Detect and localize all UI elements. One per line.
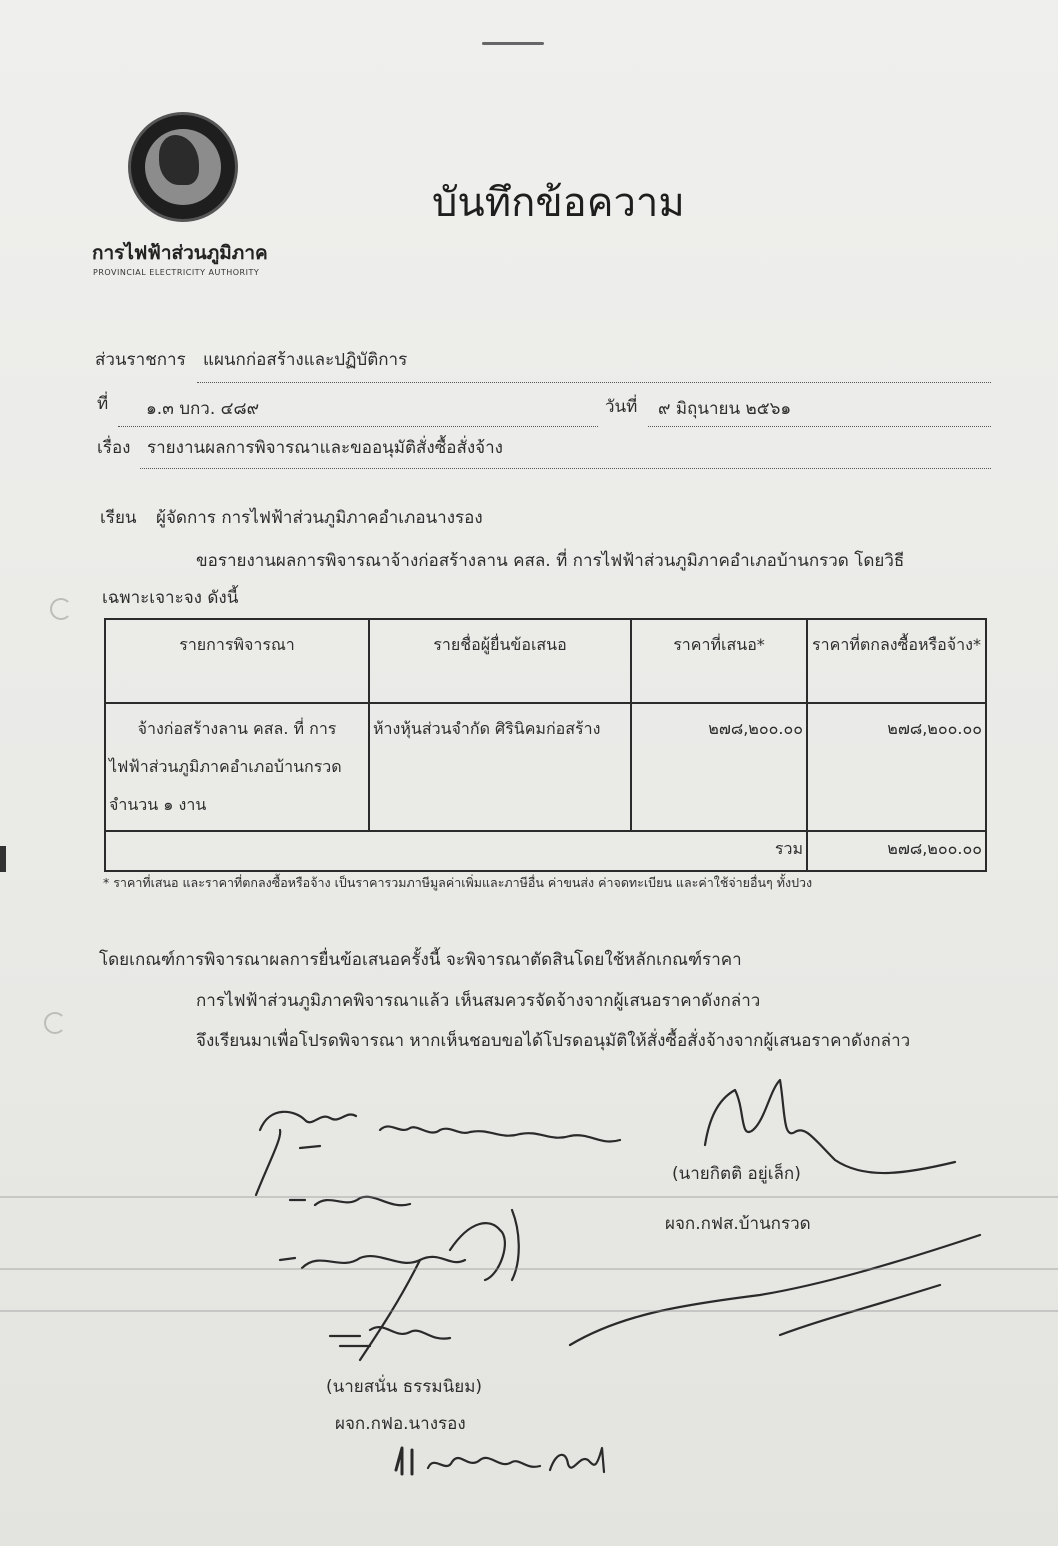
doc-no-label: ที่ [97,394,109,414]
request-text: จึงเรียนมาเพื่อโปรดพิจารณา หากเห็นชอบขอได้โปรดอนุมัติให้สั่งซื้อสั่งจ้างจากผู้เสนอราคาดังกล่าว [196,1031,911,1051]
signer-1-title: ผจก.กฟส.บ้านกรวด [665,1214,811,1234]
footnote: * ราคาที่เสนอ และราคาที่ตกลงซื้อหรือจ้าง เป็นราคารวมภาษีมูลค่าเพิ่มและภาษีอื่น ค่าขนส่ง ค่าจดทะเบียน และค่าใช้จ่ายอื่นๆ ทั้งปวง [103,875,813,890]
dept-underline [197,382,991,383]
doc-no-underline [118,426,598,427]
col-header-item: รายการพิจารณา [105,619,369,703]
signer-2-title: ผจก.กฟอ.นางรอง [335,1414,466,1434]
agreed-cell: ๒๗๘,๒๐๐.๐๐ [807,703,986,831]
col-header-offered: ราคาที่เสนอ* [631,619,807,703]
item-line: จำนวน ๑ งาน [109,795,207,814]
item-cell [105,703,369,831]
subject-underline [140,468,991,469]
date-underline [648,426,991,427]
doc-no-value: ๑.๓ บกว. ๔๘๙ [146,399,260,419]
col-header-agreed: ราคาที่ตกลงซื้อหรือจ้าง* [807,619,986,703]
offered-cell: ๒๗๘,๒๐๐.๐๐ [631,703,807,831]
staple-mark [482,42,544,45]
date-value: ๙ มิถุนายน ๒๕๖๑ [658,399,792,419]
memo-title: บันทึกข้อความ [432,180,685,226]
handwritten-date [390,1440,620,1490]
bidder-cell: ห้างหุ้นส่วนจำกัด ศิรินิคมก่อสร้าง [369,703,631,831]
subject-label: เรื่อง [97,438,131,458]
signer-2-name: (นายสนั่น ธรรมนิยม) [326,1377,483,1397]
item-line: ไฟฟ้าส่วนภูมิภาคอำเภอบ้านกรวด [109,757,342,776]
dept-label: ส่วนราชการ [95,350,186,370]
bid-table [104,618,987,872]
subject-value: รายงานผลการพิจารณาและขออนุมัติสั่งซื้อสั่งจ้าง [147,438,503,458]
pea-seal-icon [128,112,238,222]
criteria-text: โดยเกณฑ์การพิจารณาผลการยื่นข้อเสนอครั้งนี้ จะพิจารณาตัดสินโดยใช้หลักเกณฑ์ราคา [99,950,742,970]
considered-text: การไฟฟ้าส่วนภูมิภาคพิจารณาแล้ว เห็นสมควรจัดจ้างจากผู้เสนอราคาดังกล่าว [196,991,761,1011]
punch-hole [50,598,72,620]
table-row [105,703,986,831]
signer-1-name: (นายกิตติ อยู่เล็ก) [672,1164,801,1184]
to-value: ผู้จัดการ การไฟฟ้าส่วนภูมิภาคอำเภอนางรอง [156,508,483,528]
org-name-thai: การไฟฟ้าส่วนภูมิภาค [92,242,268,264]
signature-scribble [560,1225,1000,1365]
intro-line-2: เฉพาะเจาะจง ดังนี้ [102,588,239,608]
to-label: เรียน [100,508,137,528]
item-line: จ้างก่อสร้างลาน คสล. ที่ การ [137,719,337,738]
punch-hole [44,1012,66,1034]
org-name-english: PROVINCIAL ELECTRICITY AUTHORITY [93,268,260,277]
total-label: รวม [105,831,807,871]
col-header-bidder: รายชื่อผู้ยื่นข้อเสนอ [369,619,631,703]
scan-edge [0,846,6,872]
dept-value: แผนกก่อสร้างและปฏิบัติการ [203,350,408,370]
date-label: วันที่ [605,397,638,417]
intro-line-1: ขอรายงานผลการพิจารณาจ้างก่อสร้างลาน คสล. ที่ การไฟฟ้าส่วนภูมิภาคอำเภอบ้านกรวด โดยวิธี [196,551,905,571]
total-value: ๒๗๘,๒๐๐.๐๐ [807,831,986,871]
